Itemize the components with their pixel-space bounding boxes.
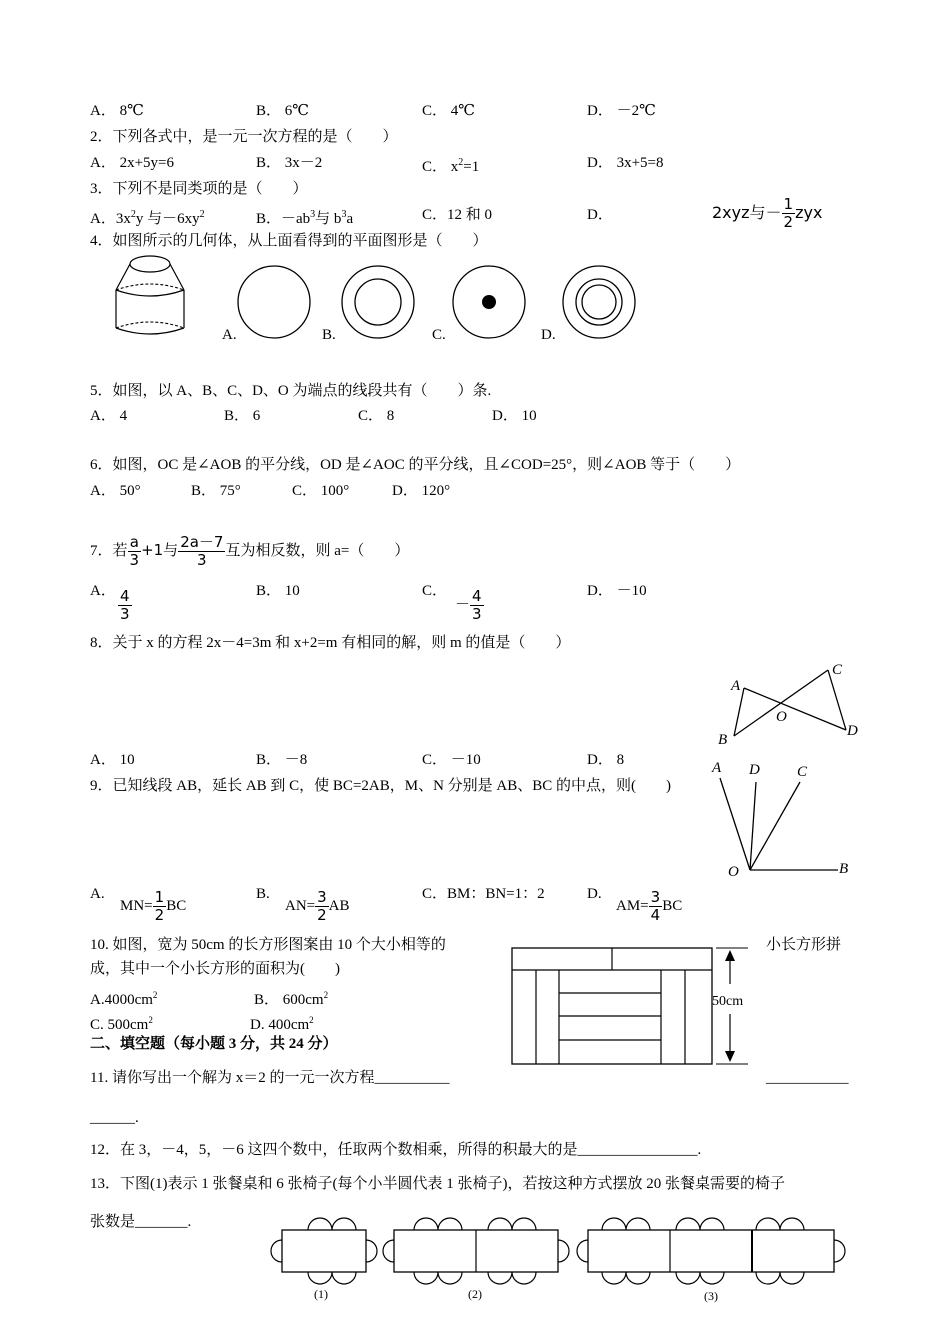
- q6-stem: 6．如图，OC 是∠AOB 的平分线，OD 是∠AOC 的平分线，且∠COD=25°，则∠AOB 等于（ ）: [90, 457, 741, 473]
- q3-stem: 3．下列不是同类项的是（ ）: [90, 181, 308, 197]
- q4-option-c: C.: [432, 327, 446, 343]
- q9-option-c: C．BM：BN=1：2: [422, 886, 545, 902]
- q9-option-a-label: A.: [90, 886, 105, 902]
- q2-option-b: B． 3x－2: [256, 155, 323, 171]
- q5-option-d: D． 10: [492, 408, 537, 424]
- fig6-label-o: O: [728, 864, 739, 880]
- q8-option-a: A． 10: [90, 752, 135, 768]
- q10-option-a: $A.4000cm^2$: [90, 990, 158, 1008]
- q9-option-d-label: D.: [587, 886, 602, 902]
- q6-option-d: D． 120°: [392, 483, 451, 499]
- q10-stem-line1-tail: 小长方形拼: [766, 937, 842, 953]
- frustum-solid-figure: [108, 252, 192, 340]
- q4-option-d: D.: [541, 327, 556, 343]
- q10-option-c: C. $500cm^2$: [90, 1015, 153, 1033]
- q13-text: 13．下图(1)表示 1 张餐桌和 6 张椅子(每个小半圆代表 1 张椅子)，若按这种方式摆放 20 张餐桌需要的椅子: [90, 1176, 785, 1192]
- table-figure-1: [268, 1214, 388, 1284]
- q9-option-b-value: AN= $\frac{3}{2}$ AB: [285, 888, 350, 925]
- q7-option-c-label: C．: [422, 583, 448, 599]
- q2-option-a: A． 2x+5y=6: [90, 155, 175, 171]
- q9-option-a-value: MN= $\frac{1}{2}$ BC: [120, 888, 187, 925]
- fig5-label-d: D: [847, 723, 858, 739]
- q8-option-b: B． －8: [256, 752, 308, 768]
- option-b-concentric-circles: [340, 264, 416, 340]
- angle-bisector-figure: [700, 760, 860, 880]
- figure-2-caption: (2): [468, 1287, 482, 1301]
- q5-stem: 5．如图，以 A、B、C、D、O 为端点的线段共有（ ）条.: [90, 383, 492, 399]
- q3-option-b: B．$-ab^3$与 $b^3a$: [256, 209, 354, 227]
- q6-option-c: C． 100°: [292, 483, 350, 499]
- q4-option-a: A.: [222, 327, 237, 343]
- option-a-single-circle: [236, 264, 312, 340]
- q10-option-b: B． $600cm^2$: [254, 990, 329, 1008]
- q10-stem-line1: 10. 如图，宽为 50cm 的长方形图案由 10 个大小相等的: [90, 937, 446, 953]
- q2-option-c: C． $x^2=1$: [422, 157, 480, 175]
- q3-option-a: A．$3x^2y$ 与$-6xy^2$: [90, 209, 205, 227]
- q3-option-c: C．12 和 0: [422, 207, 493, 223]
- q11-text: 11. 请你写出一个解为 x＝2 的一元一次方程__________: [90, 1070, 450, 1086]
- q9-stem: 9．已知线段 AB，延长 AB 到 C，使 BC=2AB，M、N 分别是 AB、BC 的中点，则( ): [90, 778, 671, 794]
- q2-stem: 2．下列各式中，是一元一次方程的是（ ）: [90, 129, 398, 145]
- fig5-label-o: O: [776, 709, 787, 725]
- q8-stem: 8．关于 x 的方程 2x－4=3m 和 x+2=m 有相同的解，则 m 的值是（ ）: [90, 635, 571, 651]
- q8-option-c: C． －10: [422, 752, 481, 768]
- q4-stem: 4．如图所示的几何体，从上面看得到的平面图形是（ ）: [90, 233, 488, 249]
- q3-option-d-expression: 2xyz与－ $\frac{1}{2}$ zyx: [712, 195, 823, 231]
- fig5-label-c: C: [832, 662, 843, 678]
- q4-option-b: B.: [322, 327, 336, 343]
- q6-option-a: A． 50°: [90, 483, 141, 499]
- q7-option-d: D． －10: [587, 583, 647, 599]
- table-figure-3: [576, 1214, 860, 1284]
- q5-option-c: C． 8: [358, 408, 395, 424]
- q10-option-d: D. $400cm^2$: [250, 1015, 314, 1033]
- fig5-label-b: B: [718, 732, 728, 748]
- fig6-label-c: C: [797, 764, 808, 780]
- q7-option-a-value: $\frac{4}{3}$: [120, 587, 130, 624]
- q1-option-a: A． 8℃: [90, 103, 144, 119]
- q11-continuation: ______.: [90, 1110, 139, 1126]
- q1-option-d: D． －2℃: [587, 103, 656, 119]
- q5-option-a: A． 4: [90, 408, 128, 424]
- q6-option-b: B． 75°: [191, 483, 241, 499]
- fig6-label-a: A: [712, 760, 722, 776]
- fig6-label-b: B: [839, 861, 849, 877]
- figure-1-caption: (1): [314, 1287, 328, 1301]
- q3-option-d: D．: [587, 207, 613, 223]
- q7-option-b: B． 10: [256, 583, 300, 599]
- width-50cm-label: 50cm: [712, 994, 744, 1009]
- fig6-label-d: D: [749, 762, 760, 778]
- fig5-label-a: A: [731, 678, 741, 694]
- q5-option-b: B． 6: [224, 408, 261, 424]
- q9-option-d-value: AM= $\frac{3}{4}$ BC: [616, 888, 683, 925]
- q7-option-a-label: A．: [90, 583, 116, 599]
- option-c-circle-with-dot: [451, 264, 527, 340]
- q13-continuation: 张数是_______.: [90, 1214, 192, 1230]
- section-2-heading: 二、填空题（每小题 3 分，共 24 分）: [90, 1036, 338, 1052]
- q11-blank-tail: ___________: [766, 1070, 849, 1086]
- q1-option-c: C． 4℃: [422, 103, 476, 119]
- q1-option-b: B． 6℃: [256, 103, 310, 119]
- q2-option-d: D． 3x+5=8: [587, 155, 664, 171]
- q10-stem-line2: 成，其中一个小长方形的面积为( ): [90, 961, 340, 977]
- q8-option-d: D． 8: [587, 752, 625, 768]
- table-figure-2: [382, 1214, 582, 1284]
- q7-option-c-value: － $\frac{4}{3}$: [455, 587, 482, 624]
- q12-text: 12．在 3，－4，5，－6 这四个数中，任取两个数相乘，所得的积最大的是________________.: [90, 1142, 702, 1158]
- q9-option-b-label: B.: [256, 886, 270, 902]
- q7-stem: 7．若 $\frac{a}{3}$ +1与 $\frac{2a-7}{3}$ 互为相反数，则 a=（ ）: [90, 533, 410, 570]
- option-d-triple-circles: [561, 264, 637, 340]
- figure-3-caption: (3): [704, 1289, 718, 1303]
